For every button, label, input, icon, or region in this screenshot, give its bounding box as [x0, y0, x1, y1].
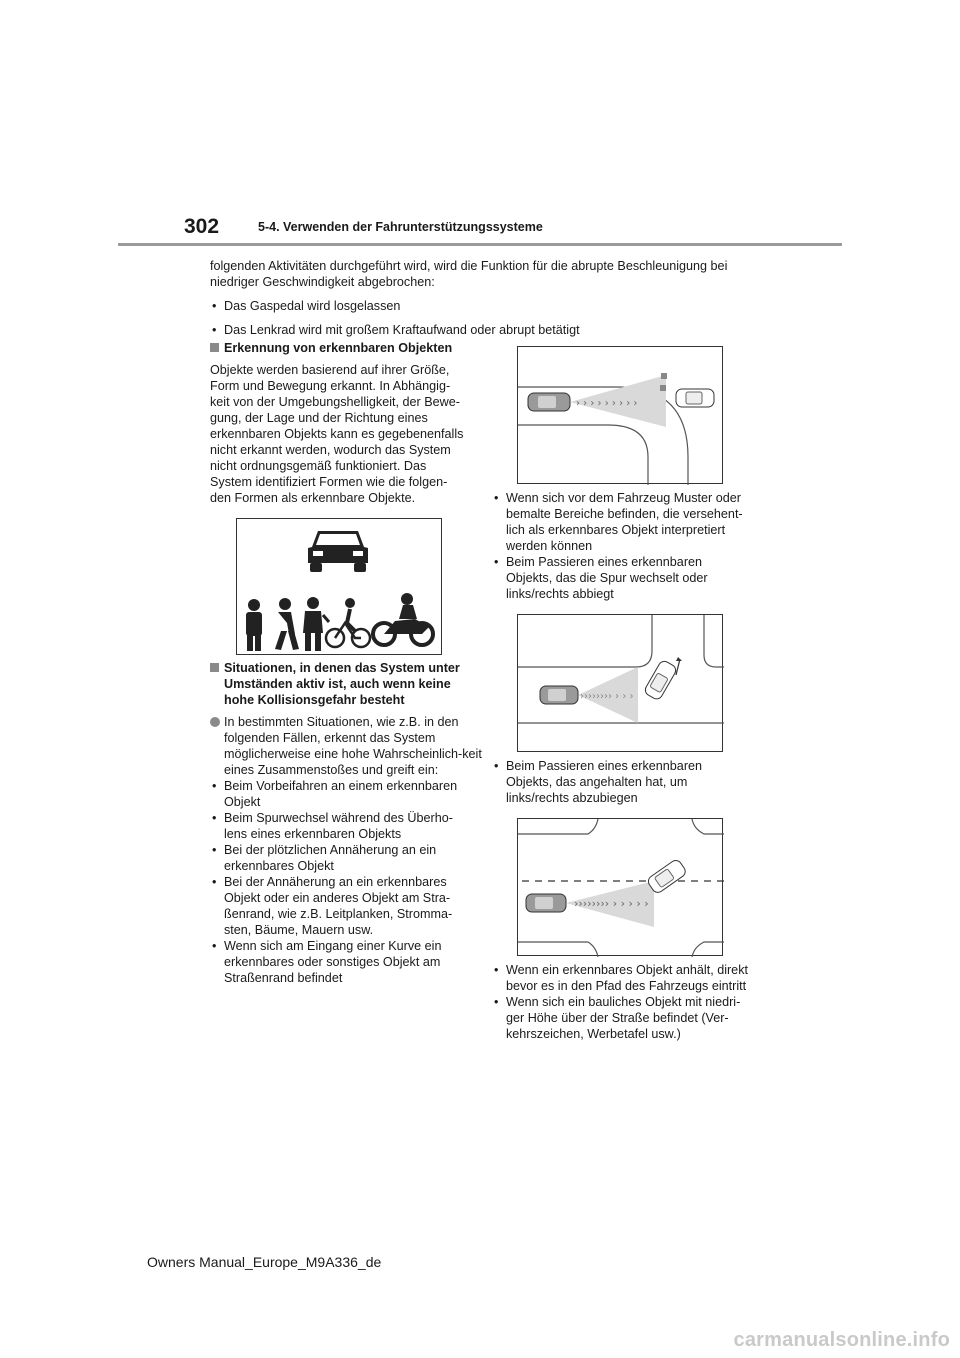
square-bullet-icon: [210, 343, 219, 352]
pedestrian-icon: [246, 599, 262, 651]
header-divider: [118, 243, 842, 246]
square-bullet-icon: [210, 663, 219, 672]
list-item: • Das Gaspedal wird losgelassen: [210, 298, 760, 314]
situations-heading: [210, 660, 482, 708]
svg-text:›››››››› › › ›: ›››››››› › › ›: [580, 691, 634, 702]
stopped-car-icon: [646, 858, 687, 895]
detection-heading: [210, 340, 479, 356]
right-list-2: [492, 758, 750, 806]
car-icon: [308, 531, 368, 572]
right-list-3: [492, 962, 750, 1042]
intro-text: folgenden Aktivitäten durchgeführt wird, wird die Funktion für die abrupte Beschleunigung bei niedriger Geschwindigkeit abgebrochen:: [210, 259, 728, 289]
detection-heading-text: Erkennung von erkennbaren Objekten: [224, 341, 453, 355]
list-item: • Beim Spurwechsel während des Überho-lens eines erkennbaren Objekts: [210, 810, 468, 842]
list-item: • Das Lenkrad wird mit großem Kraftaufwand oder abrupt betätigt: [210, 322, 760, 338]
svg-text:› › › › › › › › ›: › › › › › › › › ›: [576, 398, 638, 409]
list-item: • Beim Passieren eines erkennbaren Objekts, das angehalten hat, um links/rechts abzubiegen: [492, 758, 750, 806]
curve-entrance-figure: [517, 346, 723, 484]
walking-pedestrian-icon: [275, 598, 299, 650]
watermark: carmanualsonline.info: [733, 1329, 950, 1351]
list-item: • Bei der plötzlichen Annäherung an ein erkennbares Objekt: [210, 842, 468, 874]
list-item: • Bei der Annäherung an ein erkennbares Objekt oder ein anderes Objekt am Stra-ßenrand, wie z.B. Leitplanken, Stromma-sten, Bäume, Mauern usw.: [210, 874, 468, 938]
right-list-1: [492, 490, 750, 602]
situations-heading-text: Situationen, in denen das System unter Umständen aktiv ist, auch wenn keine hohe Kollisionsgefahr besteht: [224, 661, 460, 707]
circle-bullet-icon: [210, 717, 220, 727]
turning-car-icon: [643, 659, 678, 701]
list-item: • Wenn sich am Eingang einer Kurve ein erkennbares oder sonstiges Objekt am Straßenrand befindet: [210, 938, 468, 986]
list-item: • Beim Passieren eines erkennbaren Objekts, das die Spur wechselt oder links/rechts abbiegt: [492, 554, 750, 602]
arrow-up-icon: [676, 657, 682, 661]
oncoming-car-icon: [676, 389, 714, 407]
car-icon: [528, 393, 570, 411]
footer-text: Owners Manual_Europe_M9A336_de: [147, 1254, 382, 1270]
motorcyclist-icon: [373, 593, 433, 645]
situations-intro-text: In bestimmten Situationen, wie z.B. in den folgenden Fällen, erkennt das System möglicherweise eine hohe Wahrscheinlich-keit eines Zusammenstoßes und greift ein:: [224, 715, 482, 777]
situations-intro: [210, 714, 482, 778]
turning-vehicle-figure: [517, 614, 723, 752]
cyclist-icon: [326, 598, 370, 647]
recognizable-objects-figure: [236, 518, 442, 655]
list-item: • Beim Vorbeifahren an einem erkennbaren Objekt: [210, 778, 468, 810]
page-number: 302: [184, 215, 220, 238]
list-item: • Wenn sich vor dem Fahrzeug Muster oder bemalte Bereiche befinden, die versehent-lich als erkennbares Objekt interpretiert werden können: [492, 490, 750, 554]
pedestrian-walking-bike-icon: [303, 597, 329, 651]
stopped-vehicle-figure: [517, 818, 723, 956]
situations-list: [210, 778, 468, 986]
list-item: • Wenn ein erkennbares Objekt anhält, direkt bevor es in den Pfad des Fahrzeugs eintritt: [492, 962, 750, 994]
car-icon: [540, 686, 578, 704]
car-icon: [526, 894, 566, 912]
list-item: • Wenn sich ein bauliches Objekt mit niedri-ger Höhe über der Straße befindet (Ver-kehrszeichen, Werbetafel usw.): [492, 994, 750, 1042]
detection-body: Objekte werden basierend auf ihrer Größe, Form und Bewegung erkannt. In Abhängig-keit von der Umgebungshelligkeit, der Bewe-gung, der Lage und der Richtung eines erkennbaren Objekts kann es gegebenenfalls nicht erkannt werden, wodurch das System nicht ordnungsgemäß funktioniert. Das System identifiziert Formen wie die folgen-den Formen als erkennbare Objekte.: [210, 363, 464, 505]
intro-paragraph: [210, 258, 760, 338]
section-title: 5-4. Verwenden der Fahrunterstützungssysteme: [258, 220, 543, 234]
svg-text:›››››››› › › › › ›: ›››››››› › › › › ›: [574, 897, 649, 910]
